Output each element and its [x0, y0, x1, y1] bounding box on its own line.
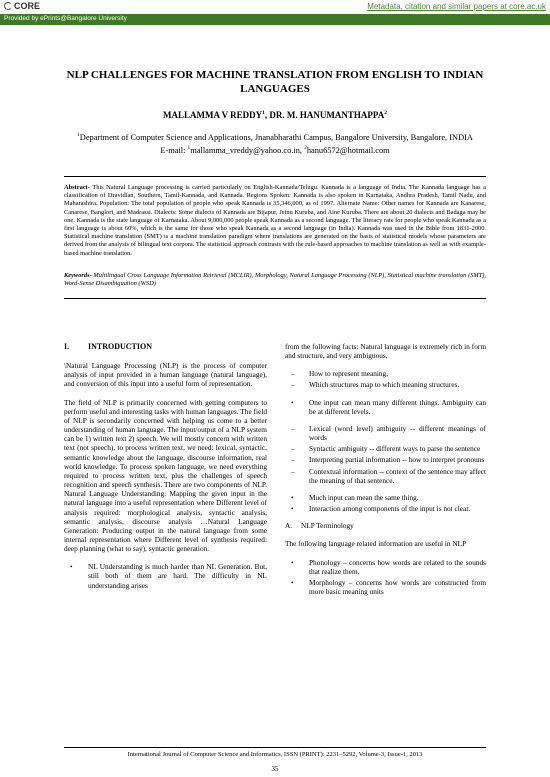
bullet-icon: • — [70, 562, 73, 572]
journal-footer: International Journal of Computer Science and Informatics, ISSN (PRINT): 2231–5292, Volume-3, Issue-1, 2013 — [64, 747, 486, 758]
list-item — [285, 424, 486, 442]
provided-by-text[interactable]: Provided by ePrints@Bangalore University — [4, 15, 127, 22]
list-item-text: Which structures map to which meaning structures. — [309, 380, 460, 390]
list-item — [285, 504, 486, 513]
left-column — [64, 342, 267, 598]
right-continuation-paragraph: from the following facts: Natural language is extremely rich in form and structure, and very ambiguous. — [285, 342, 486, 361]
list-item — [285, 467, 486, 485]
email-2-sup: 2 — [304, 144, 307, 151]
keywords — [64, 272, 486, 288]
dash-icon: – — [291, 423, 295, 433]
affiliation-sup: 1 — [77, 132, 80, 138]
section-title: INTRODUCTION — [88, 342, 153, 351]
dash-list-2 — [285, 424, 486, 485]
right-column — [285, 342, 486, 604]
author-2-sup: 2 — [384, 110, 387, 116]
list-item — [285, 455, 486, 464]
list-item — [64, 562, 267, 589]
author-2: DR. M. HANUMANTHAPPA — [269, 110, 385, 120]
dash-icon: – — [291, 369, 295, 379]
keywords-text: Multilingual Cross Language Information Retrieval (MCLIR), Morphology, Natural Language Processing (NLP), Statistical machine translation (SMT), Word-Sense Disambiguation (WSD) — [64, 272, 486, 288]
affiliation-text: Department of Computer Science and Applications, Jnanabharathi Campus, Bangalore University, Bangalore, INDIA — [79, 132, 473, 142]
list-item — [285, 444, 486, 453]
email-1[interactable]: mallamma_vreddy@yahoo.co.in, — [190, 145, 305, 155]
metadata-link[interactable]: Metadata, citation and similar papers at core.ac.uk — [367, 2, 546, 11]
list-item-text: NL Understanding is much harder than NL Generation. But, still both of them are hard. The difficulty in NL understanding arises — [88, 562, 267, 590]
dash-icon: – — [291, 444, 295, 454]
subsection-heading-nlp-terminology — [285, 521, 486, 530]
author-line — [60, 110, 490, 120]
intro-paragraph-2: The field of NLP is primarily concerned with getting computers to perform useful and interesting tasks with human languages. The field of NLP is secondarily concerned with helping us come to a better understanding of human language. The input/output of a NLP system can be 1) written text 2) speech. We will mostly concern with written text (not speech), to process written text, we need: lexical, syntactic, semantic knowledge about the language, discourse information, real world knowledge. To process spoken language, we need everything required to process written text, plus the challenges of speech recognition and speech synthesis. There are two components of NLP. Natural Language Understanding: Mapping the given input in the natural language into a useful representation where Different level of analysis required: morphological analysis, syntactic analysis, semantic analysis, discourse analysis …Natural Language Generation: Producing output in the natural language from some internal representation where Different level of synthesis required: deep planning (what to say), syntactic generation. — [64, 397, 267, 554]
email-1-sup: 1 — [187, 144, 191, 151]
provided-by-bar — [0, 14, 550, 25]
list-item — [285, 558, 486, 576]
core-logo-icon — [4, 2, 12, 10]
list-item-text: Lexical (word level) ambiguity -- different meanings of words — [309, 423, 486, 443]
keywords-bottom-rule — [64, 298, 486, 299]
dash-icon: – — [291, 380, 295, 390]
list-item — [285, 398, 486, 416]
core-header-bar — [0, 0, 550, 14]
list-item-text: Contextual information -- context of the sentence may affect the meaning of that sentence. — [309, 466, 486, 485]
bullet-icon: • — [291, 577, 294, 587]
abstract-text: This Natural Language processing is carried particularly on English-Kannada/Telugu. Kannada is a language of India. The Kannada language has a classification of Dravidian, Southern, Tamil-Kannada, and Kannada. Regions Spoken: Kannada is also spoken in Karnataka, Andhra Pradesh, Tamil Nadu, and Maharashtra. Population: The total population of people who speak Kannada is 35,346,000, as of 1997. Alternate Name: Other names for Kannada are Kanarese, Canarese, Banglori, and Madrassi. Dialects: Some dialects of Kannada are Bijapur, Jeinu Kuruba, and Aine Kuruba. There are about 20 dialects and Badaga may be one. Kannada is the state language of Karnataka. About 9,000,000 people speak Kannada as a second language. The literacy rate for people who speak Kannada as a first language is about 60%, which is the same for those who speak Kannada as a second language (in India). Kannada was used in the Bible from 1831-2000. Statistical machine translation (SMT) is a machine translation paradigm where translations are generated on the basis of statistical models whose parameters are derived from the analysis of bilingual text corpora. The statistical approach contrasts with the rule-based approaches to machine translation as well as with example-based machine translation. — [64, 184, 486, 257]
list-item-text: Morphology – concerns how words are constructed from more basic meaning units — [309, 577, 486, 596]
core-logo[interactable] — [4, 1, 40, 11]
core-logo-text: CORE — [14, 1, 41, 11]
bullet-icon: • — [291, 397, 294, 407]
subsection-title: NLP Terminology — [301, 521, 354, 531]
section-number: I. — [64, 342, 70, 351]
author-1: MALLAMMA V REDDY — [163, 110, 263, 120]
bullet-list-b — [285, 493, 486, 513]
bullet-list-a — [285, 398, 486, 416]
paper-title: NLP CHALLENGES FOR MACHINE TRANSLATION FROM ENGLISH TO INDIAN LANGUAGES — [66, 69, 484, 95]
author-separator: , — [264, 110, 270, 120]
list-item — [285, 493, 486, 502]
dash-icon: – — [291, 466, 295, 476]
terminology-paragraph: The following language related information are useful in NLP — [285, 539, 467, 549]
bullet-icon: • — [291, 557, 294, 567]
author-1-sup: 1 — [262, 110, 265, 116]
email-line — [55, 143, 495, 156]
bullet-icon: • — [291, 492, 294, 502]
affiliation — [55, 130, 495, 156]
bullet-list-c — [285, 558, 486, 597]
intro-paragraph-1: \Natural Language Processing (NLP) is the process of computer analysis of input provided in a human language (natural language), and conversion of this input into a useful form of representation. — [64, 361, 267, 389]
list-item-text: One input can mean many different things. Ambiguity can be at different levels. — [309, 397, 486, 416]
email-prefix: E-mail: — [160, 145, 188, 155]
email-2[interactable]: hanu6572@hotmail.com — [306, 145, 390, 155]
dash-list-1 — [285, 369, 486, 389]
abstract-label: Abstract- — [64, 184, 90, 191]
list-item-text: Interpreting partial information -- how to interpret pronouns — [309, 455, 485, 465]
abstract-top-rule — [64, 176, 486, 177]
page-number: 35 — [271, 765, 279, 773]
dash-icon: – — [291, 455, 295, 465]
list-item-text: Syntactic ambiguity -- different ways to parse the sentence — [309, 444, 481, 454]
list-item-text: Much input can mean the same thing. — [309, 492, 419, 502]
intro-bullet-list — [64, 562, 267, 589]
keywords-label: Keywords- — [64, 272, 92, 279]
list-item — [285, 380, 486, 389]
list-item-text: Phonology – concerns how words are related to the sounds that realize them. — [309, 557, 486, 576]
bullet-icon: • — [291, 504, 294, 514]
subsection-number: A. — [285, 521, 293, 531]
list-item-text: Interaction among components of the input is not clear. — [309, 504, 471, 514]
list-item-text: How to represent meaning, — [309, 369, 389, 379]
list-item — [285, 578, 486, 596]
section-heading-introduction — [64, 342, 267, 351]
abstract — [64, 184, 486, 258]
list-item — [285, 369, 486, 378]
